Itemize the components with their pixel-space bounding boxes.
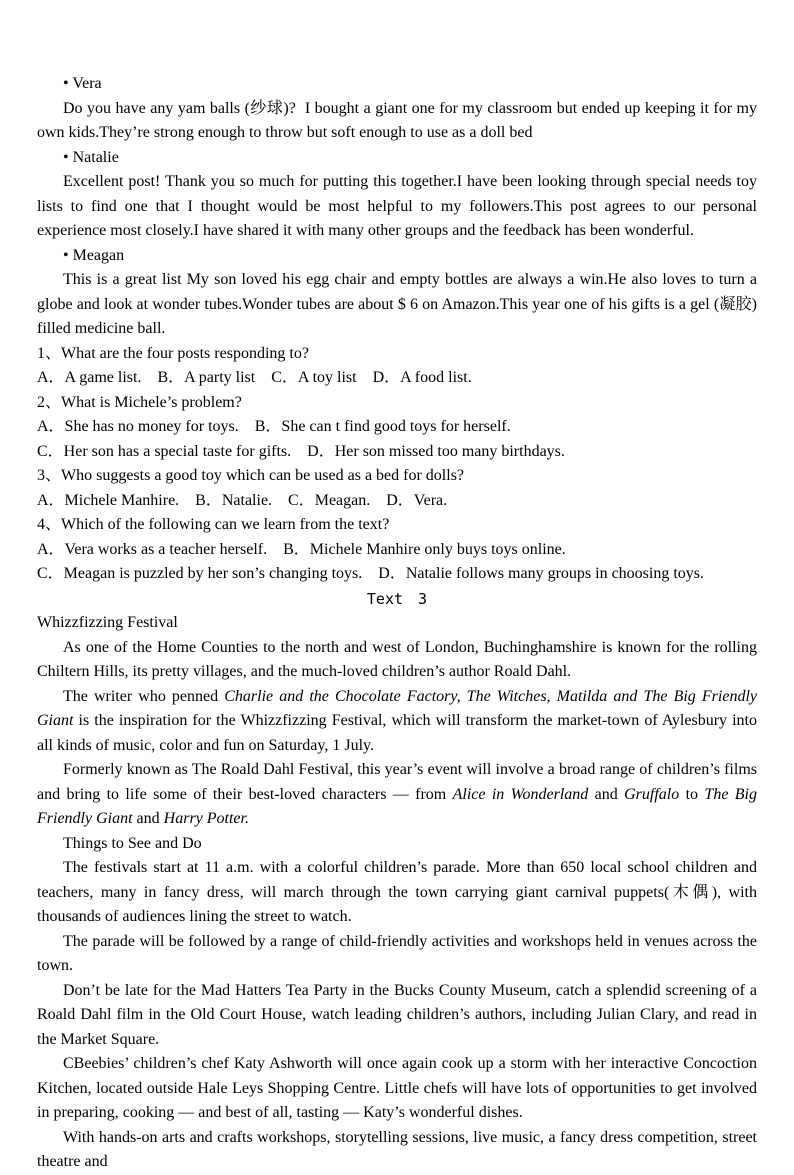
text-3-heading bbox=[37, 587, 757, 612]
question-3 bbox=[37, 464, 757, 489]
text-segment: The writer who penned bbox=[63, 687, 225, 705]
post-natalie bbox=[37, 170, 761, 244]
bullet-item-vera bbox=[37, 72, 757, 97]
document-body bbox=[37, 72, 762, 1175]
question-3-options bbox=[37, 489, 757, 514]
text-segment: • Meagan bbox=[63, 246, 125, 264]
question-2-options-cd bbox=[37, 440, 757, 465]
passage-para-chef bbox=[37, 1052, 761, 1126]
question-4-options-cd bbox=[37, 562, 757, 587]
italic-text-segment: Harry Potter. bbox=[163, 810, 249, 827]
passage-subheading-things bbox=[37, 832, 757, 857]
text-segment: 4、Which of the following can we learn from the text? bbox=[37, 516, 390, 533]
passage-para-activities bbox=[37, 930, 761, 979]
text-segment: Things to See and Do bbox=[63, 834, 202, 852]
question-2-options-ab bbox=[37, 415, 757, 440]
post-meagan bbox=[37, 268, 761, 342]
bullet-item-meagan bbox=[37, 244, 757, 269]
question-1-options bbox=[37, 366, 757, 391]
post-vera bbox=[37, 97, 761, 146]
passage-para-intro bbox=[37, 636, 761, 685]
text-segment: and bbox=[132, 810, 164, 827]
bullet-item-natalie bbox=[37, 146, 757, 171]
text-segment: A．Michele Manhire. B．Natalie. C．Meagan. D．Vera. bbox=[37, 491, 448, 509]
passage-title bbox=[37, 611, 757, 636]
text-segment: The parade will be followed by a range of child-friendly activities and workshops held in venues across the town. bbox=[37, 932, 761, 974]
text-segment: to bbox=[679, 785, 705, 803]
text-segment: This is a great list My son loved his egg chair and empty bottles are always a win.He also loves to turn a globe and look at wonder tubes.Wonder tubes are about $ 6 on Amazon.This year one of his gifts is a gel (凝胶) filled medicine ball. bbox=[37, 271, 761, 337]
text-segment: The festivals start at 11 a.m. with a colorful children’s parade. More than 650 local school children and teachers, many in fancy dress, will march through the town carrying giant carnival puppets(木偶), with thousands of audiences lining the street to watch. bbox=[37, 859, 761, 925]
passage-para-tea-party bbox=[37, 979, 761, 1053]
italic-text-segment: The Big Friendly Giant bbox=[37, 785, 762, 827]
text-segment: CBeebies’ children’s chef Katy Ashworth will once again cook up a storm with her interactive Concoction Kitchen, located outside Hale Leys Shopping Centre. Little chefs will have lots of opportunities to get involved in preparing, cooking — and best of all, tasting — Katy’s wonderful dishes. bbox=[37, 1055, 761, 1121]
text-segment: C．Meagan is puzzled by her son’s changing toys. D．Natalie follows many groups in choosing toys. bbox=[37, 565, 705, 582]
text-segment: 2、What is Michele’s problem? bbox=[37, 393, 242, 411]
text-segment: Don’t be late for the Mad Hatters Tea Party in the Bucks County Museum, catch a splendid screening of a Roald Dahl film in the Old Court House, watch leading children’s authors, including Julian Clary, and read in the Market Square. bbox=[37, 981, 761, 1048]
text-segment: and bbox=[588, 785, 625, 803]
text-segment: A．A game list. B．A party list C．A toy list D．A food list. bbox=[37, 369, 472, 386]
text-segment: Formerly known as The Roald Dahl Festival, this year’s event will involve a broad range of children’s films and bring to life some of their best-loved characters — from bbox=[37, 761, 761, 803]
text-segment: With hands-on arts and crafts workshops, storytelling sessions, live music, a fancy dress competition, street theatre and bbox=[37, 1128, 761, 1170]
text-segment: 1、What are the four posts responding to? bbox=[37, 344, 309, 362]
passage-para-writer bbox=[37, 685, 761, 759]
text-segment: is the inspiration for the Whizzfizzing Festival, which will transform the market-town of Aylesbury into all kinds of music, color and fun on Saturday, 1 July. bbox=[37, 712, 761, 754]
text-segment: A．She has no money for toys. B．She can t find good toys for herself. bbox=[37, 418, 511, 435]
italic-text-segment: Alice in Wonderland bbox=[452, 785, 589, 803]
question-2 bbox=[37, 391, 757, 416]
text-segment: 3、Who suggests a good toy which can be used as a bed for dolls? bbox=[37, 467, 465, 484]
question-1 bbox=[37, 342, 757, 367]
italic-text-segment: Charlie and the Chocolate Factory, The Witches, Matilda and The Big Friendly Giant bbox=[37, 687, 761, 729]
question-4-options-ab bbox=[37, 538, 757, 563]
text-segment: Text 3 bbox=[366, 589, 428, 608]
passage-para-formerly bbox=[37, 758, 762, 832]
passage-para-parade bbox=[37, 856, 761, 930]
text-segment: • Natalie bbox=[63, 148, 119, 166]
question-4 bbox=[37, 513, 757, 538]
passage-para-workshops bbox=[37, 1126, 761, 1175]
italic-text-segment: Gruffalo bbox=[624, 785, 680, 803]
text-segment: C．Her son has a special taste for gifts. D．Her son missed too many birthdays. bbox=[37, 442, 565, 460]
text-segment: • Vera bbox=[63, 75, 102, 92]
text-segment: As one of the Home Counties to the north and west of London, Buchinghamshire is known for the rolling Chiltern Hills, its pretty villages, and the much-loved children’s author Roald Dahl. bbox=[37, 638, 761, 680]
text-segment: A．Vera works as a teacher herself. B．Michele Manhire only buys toys online. bbox=[37, 540, 566, 558]
text-segment: Do you have any yam balls (纱球)? I bought a giant one for my classroom but ended up keeping it for my own kids.They’re strong enough to throw but soft enough to use as a doll bed bbox=[37, 99, 761, 141]
text-segment: Excellent post! Thank you so much for putting this together.I have been looking through special needs toy lists to find one that I thought would be most helpful to my followers.This post agrees to our personal experience most closely.I have shared it with many other groups and the feedback has been wonderful. bbox=[37, 173, 761, 239]
text-segment: Whizzfizzing Festival bbox=[37, 614, 178, 631]
